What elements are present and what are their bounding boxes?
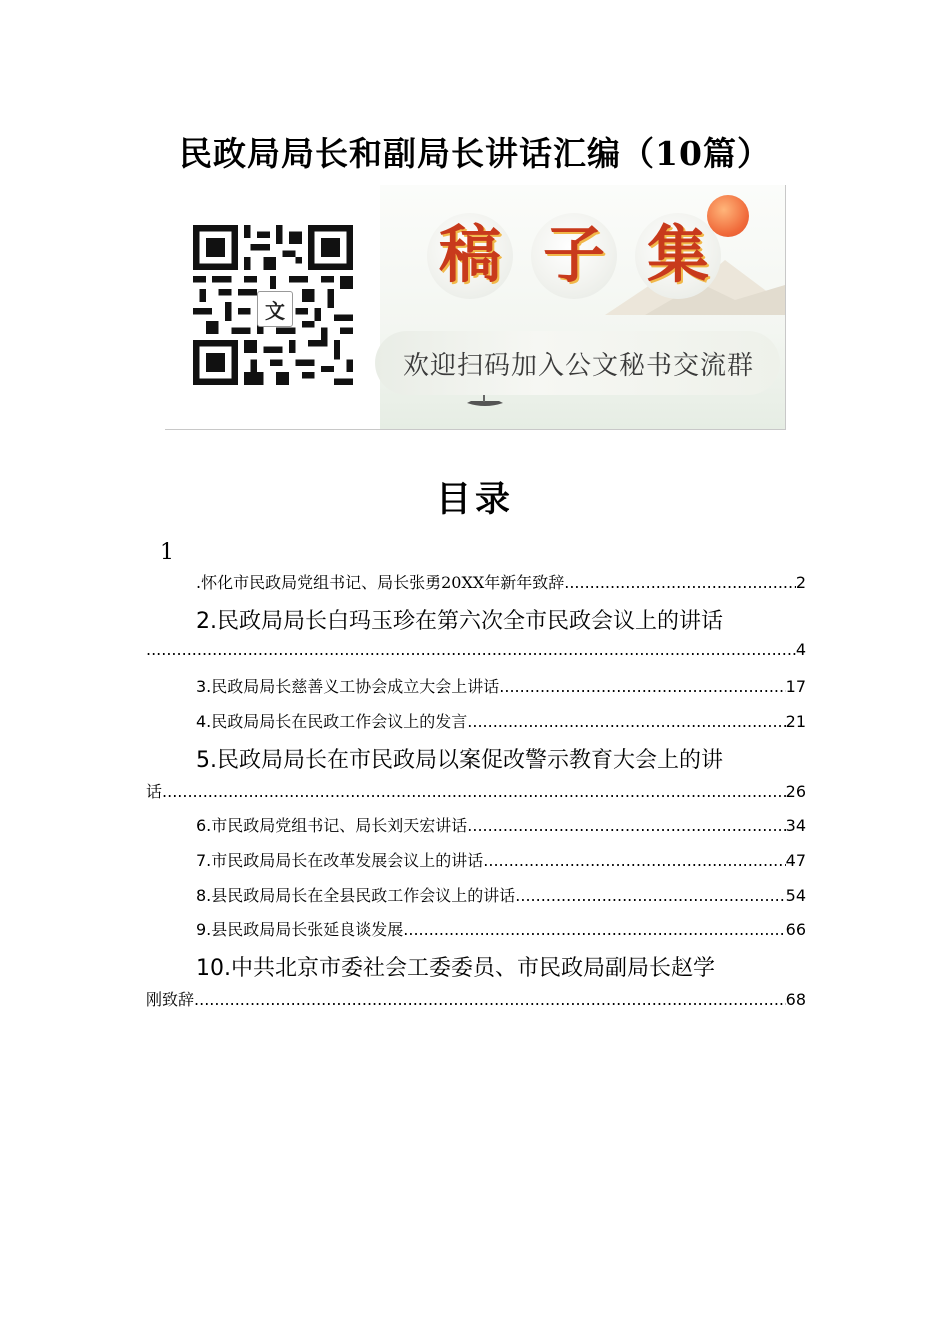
toc-entry-1[interactable] bbox=[196, 570, 806, 593]
toc-leader bbox=[483, 851, 785, 870]
toc-entry-text: 话 bbox=[146, 782, 163, 801]
toc-entry-text: 民政局局长在民政工作会议上的发言 bbox=[211, 712, 468, 731]
toc-entry-7[interactable] bbox=[196, 848, 806, 871]
document-title: 民政局局长和副局长讲话汇编（10篇） bbox=[179, 134, 771, 173]
toc-entry-10-continued[interactable] bbox=[146, 987, 806, 1010]
toc-page-number: 66 bbox=[785, 920, 806, 939]
toc-entry-text: .怀化市民政局党组书记、局长张勇20XX年新年致辞 bbox=[196, 573, 565, 592]
toc-page-number: 68 bbox=[785, 990, 806, 1009]
toc-number: 1 bbox=[160, 540, 174, 565]
banner-slogan: 欢迎扫码加入公文秘书交流群 bbox=[403, 351, 755, 381]
toc-number: 9. bbox=[196, 920, 212, 939]
toc-number: 8. bbox=[196, 886, 212, 905]
toc-leader bbox=[515, 886, 785, 905]
toc-heading: 目录 bbox=[435, 479, 514, 520]
toc-page-number: 54 bbox=[785, 886, 806, 905]
toc-entry-text: 县民政局局长在全县民政工作会议上的讲话 bbox=[211, 886, 516, 905]
toc-entry-8[interactable] bbox=[196, 883, 806, 906]
toc-page-number: 47 bbox=[785, 851, 806, 870]
toc-number: 6. bbox=[196, 816, 212, 835]
brand-char: 子 bbox=[542, 218, 605, 291]
toc-entry-2-continued[interactable] bbox=[146, 640, 806, 659]
toc-page-number: 2 bbox=[795, 573, 806, 592]
brand-char: 稿 bbox=[438, 218, 501, 291]
toc-entry-text: 民政局局长在市民政局以案促改警示教育大会上的讲 bbox=[217, 748, 724, 773]
toc-entry-number bbox=[160, 536, 200, 570]
brand-char: 集 bbox=[646, 218, 709, 291]
promo-banner bbox=[165, 185, 786, 430]
toc-entry-4[interactable] bbox=[196, 709, 806, 732]
toc-number: 10. bbox=[196, 956, 231, 981]
toc-entry-text: 民政局局长慈善义工协会成立大会上讲话 bbox=[211, 677, 500, 696]
toc-leader bbox=[499, 677, 785, 696]
toc-leader bbox=[403, 920, 785, 939]
qr-center-badge: 文 bbox=[257, 291, 293, 327]
toc-entry-5-continued[interactable] bbox=[146, 779, 806, 802]
toc-page-number: 4 bbox=[795, 640, 806, 659]
boat-icon bbox=[465, 393, 505, 409]
toc-leader bbox=[162, 782, 786, 801]
toc-entry-5[interactable] bbox=[196, 744, 808, 778]
toc-page-number: 26 bbox=[785, 782, 806, 801]
toc-entry-text: 县民政局局长张延良谈发展 bbox=[211, 920, 404, 939]
toc-page-number: 21 bbox=[785, 712, 806, 731]
toc-number: 3. bbox=[196, 677, 212, 696]
toc-page-number: 17 bbox=[785, 677, 806, 696]
toc-number: 7. bbox=[196, 851, 212, 870]
brand-title bbox=[427, 207, 747, 297]
toc-leader bbox=[467, 816, 785, 835]
toc-entry-text: 民政局局长白玛玉珍在第六次全市民政会议上的讲话 bbox=[217, 609, 724, 634]
toc-entry-text: 刚致辞 bbox=[146, 990, 195, 1009]
toc-number: 5. bbox=[196, 748, 217, 773]
toc-entry-text: 中共北京市委社会工委委员、市民政局副局长赵学 bbox=[231, 956, 716, 981]
toc-entry-text: 市民政局党组书记、局长刘天宏讲话 bbox=[211, 816, 468, 835]
toc-leader bbox=[194, 990, 786, 1009]
toc-leader bbox=[564, 573, 796, 592]
toc-entry-10[interactable] bbox=[196, 952, 808, 986]
toc-entry-6[interactable] bbox=[196, 813, 806, 836]
toc-entry-2[interactable] bbox=[196, 605, 808, 639]
toc-page-number: 34 bbox=[785, 816, 806, 835]
toc-leader bbox=[467, 712, 785, 731]
toc-entry-9[interactable] bbox=[196, 917, 806, 940]
toc-entry-3[interactable] bbox=[196, 674, 806, 697]
toc-number: 4. bbox=[196, 712, 212, 731]
toc-leader bbox=[146, 640, 796, 659]
toc-number: 2. bbox=[196, 609, 217, 634]
toc-entry-text: 市民政局局长在改革发展会议上的讲话 bbox=[211, 851, 484, 870]
